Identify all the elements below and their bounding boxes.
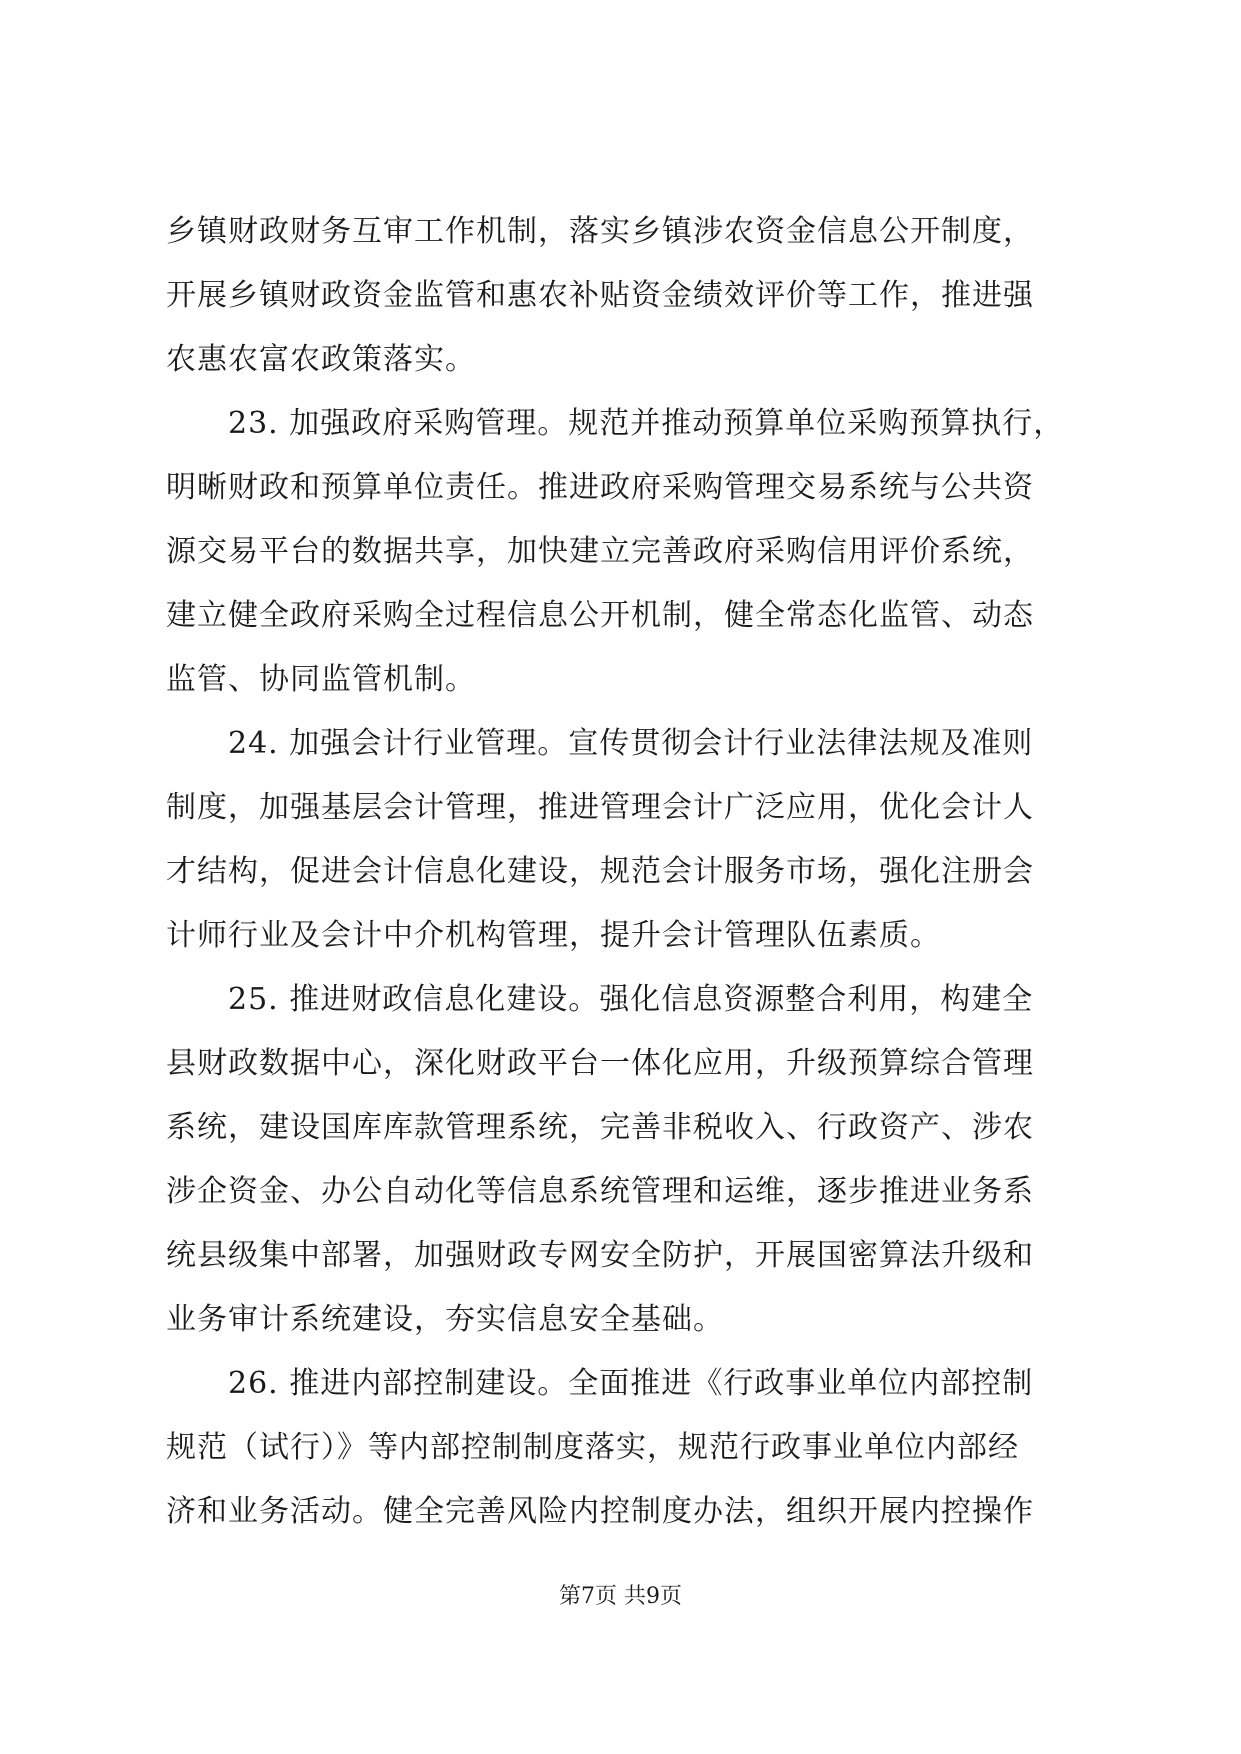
text-line: 济和业务活动。健全完善风险内控制度办法，组织开展内控操作 [166,1494,1034,1529]
text-line: 源交易平台的数据共享，加快建立完善政府采购信用评价系统， [166,534,1034,569]
page-footer: 第7页 共9页 [559,1584,682,1609]
text-line: 规范（试行）》等内部控制制度落实，规范行政事业单位内部经 [166,1430,1019,1465]
text-line: 监管、协同监管机制。 [166,662,476,697]
text-line: 统县级集中部署，加强财政专网安全防护，开展国密算法升级和 [166,1238,1034,1273]
document-body [166,200,1076,1544]
text-line: 县财政数据中心，深化财政平台一体化应用，升级预算综合管理 [166,1046,1034,1081]
text-line: 26. 推进内部控制建设。全面推进《行政事业单位内部控制 [166,1366,1034,1401]
text-line: 才结构，促进会计信息化建设，规范会计服务市场，强化注册会 [166,854,1034,889]
text-line: 建立健全政府采购全过程信息公开机制，健全常态化监管、动态 [166,598,1034,633]
text-line: 制度，加强基层会计管理，推进管理会计广泛应用，优化会计人 [166,790,1034,825]
text-line: 乡镇财政财务互审工作机制，落实乡镇涉农资金信息公开制度， [166,214,1034,249]
text-line: 24. 加强会计行业管理。宣传贯彻会计行业法律法规及准则 [166,726,1034,761]
text-line: 开展乡镇财政资金监管和惠农补贴资金绩效评价等工作，推进强 [166,278,1034,313]
text-line: 业务审计系统建设，夯实信息安全基础。 [166,1302,724,1337]
text-line: 系统，建设国库库款管理系统，完善非税收入、行政资产、涉农 [166,1110,1034,1145]
text-line: 23. 加强政府采购管理。规范并推动预算单位采购预算执行， [166,406,1065,441]
text-line: 明晰财政和预算单位责任。推进政府采购管理交易系统与公共资 [166,470,1034,505]
text-line: 农惠农富农政策落实。 [166,342,476,377]
text-line: 计师行业及会计中介机构管理，提升会计管理队伍素质。 [166,918,941,953]
text-line: 25. 推进财政信息化建设。强化信息资源整合利用，构建全 [166,982,1034,1017]
text-line: 涉企资金、办公自动化等信息系统管理和运维，逐步推进业务系 [166,1174,1034,1209]
